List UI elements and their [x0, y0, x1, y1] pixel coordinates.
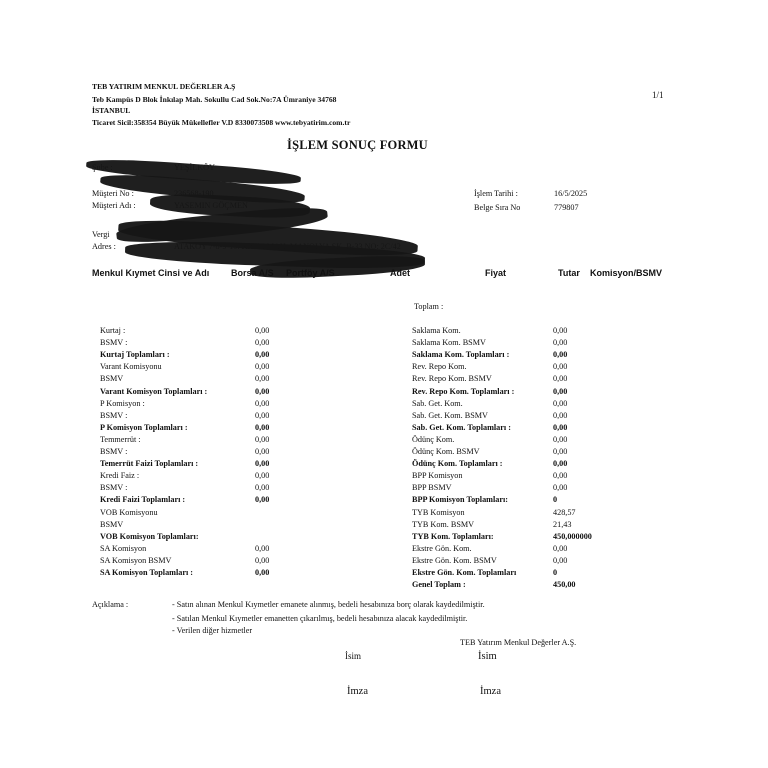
- address-label: Adres :: [92, 242, 116, 251]
- fee-value: 0,00: [255, 350, 270, 360]
- fee-value: 428,57: [553, 507, 576, 517]
- fee-label: P Komisyon :: [100, 398, 145, 408]
- fee-value: 450,00: [553, 580, 576, 590]
- fee-value: 0,00: [553, 410, 568, 420]
- fee-label: VOB Komisyonu: [100, 507, 158, 517]
- fee-value: 0,00: [255, 434, 270, 444]
- toplam-label: Toplam :: [414, 302, 444, 311]
- fee-value: 0,00: [255, 459, 270, 469]
- fee-label: Saklama Kom. BSMV: [412, 338, 486, 348]
- fee-label: Temmerrüt :: [100, 434, 141, 444]
- fee-label: SA Komisyon BSMV: [100, 555, 172, 565]
- fee-label: Ödünç Kom. Toplamları :: [412, 459, 503, 469]
- fee-label: Kredi Faiz :: [100, 471, 140, 481]
- page-number: 1/1: [652, 90, 664, 100]
- fee-label: Sab. Get. Kom. Toplamları :: [412, 422, 511, 432]
- fee-label: Kurtaj Toplamları :: [100, 350, 170, 360]
- fee-value: 0,00: [553, 434, 568, 444]
- fee-value: 0,00: [255, 386, 270, 396]
- note-line: - Satılan Menkul Kıymetler emanetten çıkarılmış, bedeli hesabınıza alacak kaydedilmiştir.: [172, 614, 468, 623]
- fee-value: 0,00: [255, 555, 270, 565]
- fee-value: 0,00: [255, 374, 270, 384]
- signature-name-left: İsim: [345, 651, 362, 661]
- fee-label: Temerrüt Faizi Toplamları :: [100, 459, 199, 469]
- company-name: TEB YATIRIM MENKUL DEĞERLER A.Ş: [92, 82, 236, 91]
- fee-value: 0: [553, 568, 558, 577]
- fee-label: Saklama Kom.: [412, 326, 461, 335]
- customer-no-label: Müşteri No :: [92, 189, 134, 198]
- fee-value: 0,00: [255, 422, 270, 432]
- fee-value: 0,00: [255, 568, 270, 577]
- fee-label: BSMV: [100, 374, 124, 384]
- tax-label: Vergi: [92, 230, 110, 239]
- date-value: 16/5/2025: [554, 189, 588, 198]
- fee-label: Varant Komisyon Toplamları :: [100, 386, 208, 396]
- col-tutar: Tutar: [558, 268, 580, 278]
- fee-label: BPP BSMV: [412, 483, 452, 493]
- fee-label: Kredi Faizi Toplamları :: [100, 495, 186, 505]
- fee-value: 0: [553, 495, 558, 505]
- fee-value: 0,00: [553, 326, 568, 335]
- fee-value: 0,00: [553, 398, 568, 408]
- fee-value: 0,00: [255, 483, 270, 493]
- fee-label: Kurtaj :: [100, 326, 126, 335]
- fee-label: Sab. Get. Kom.: [412, 398, 463, 408]
- signature-name-right: İsim: [478, 651, 497, 662]
- doc-no-label: Belge Sıra No: [474, 203, 521, 212]
- fee-value: 450,000000: [553, 531, 592, 541]
- fee-value: 0,00: [553, 447, 568, 456]
- fee-value: 0,00: [553, 459, 568, 469]
- fee-label: BSMV :: [100, 447, 128, 456]
- fee-value: 0,00: [255, 326, 270, 335]
- fee-label: Saklama Kom. Toplamları :: [412, 350, 510, 360]
- fee-label: SA Komisyon: [100, 543, 147, 553]
- company-address: Teb Kampüs D Blok İnkılap Mah. Sokullu Cad Sok.No:7A Ümraniye 34768: [92, 95, 337, 104]
- fee-value: 0,00: [553, 386, 568, 396]
- fee-label: BPP Komisyon Toplamları:: [412, 495, 508, 505]
- fee-label: BSMV :: [100, 410, 128, 420]
- fee-label: TYB Kom. BSMV: [412, 519, 475, 529]
- fee-value: 0,00: [553, 350, 568, 360]
- signature-company: TEB Yatırım Menkul Değerler A.Ş.: [460, 638, 577, 647]
- fee-value: 0,00: [553, 338, 568, 348]
- fee-label: P Komisyon Toplamları :: [100, 422, 188, 432]
- fee-label: Ödünç Kom. BSMV: [412, 447, 480, 456]
- fee-value: 0,00: [553, 483, 568, 493]
- fee-value: 0,00: [255, 398, 270, 408]
- fee-value: 0,00: [255, 410, 270, 420]
- notes-label: Açıklama :: [92, 600, 129, 609]
- fee-value: 0,00: [553, 471, 568, 481]
- fee-label: TYB Kom. Toplamları:: [412, 531, 494, 541]
- date-label: İşlem Tarihi :: [474, 189, 518, 198]
- company-registry: Ticaret Sicil:358354 Büyük Mükellefler V.D 8330073508 www.tebyatirim.com.tr: [92, 118, 351, 127]
- fee-value: 0,00: [255, 495, 270, 505]
- fee-value: 0,00: [255, 447, 270, 456]
- fee-value: 0,00: [255, 338, 270, 348]
- signature-sign-left: İmza: [347, 686, 368, 697]
- col-fiyat: Fiyat: [485, 268, 507, 278]
- company-city: İSTANBUL: [92, 106, 131, 115]
- customer-name-label: Müşteri Adı :: [92, 201, 136, 210]
- fee-label: Rev. Repo Kom. BSMV: [412, 374, 492, 384]
- col-portfoy: Portföy A/S: [286, 268, 335, 278]
- fee-label: Ekstre Gön. Kom.: [412, 543, 472, 553]
- note-line: - Satın alınan Menkul Kıymetler emanete alınmış, bedeli hesabınıza borç olarak kaydedilmiştir.: [172, 600, 485, 609]
- fee-label: VOB Komisyon Toplamları:: [100, 531, 199, 541]
- fee-value: 0,00: [255, 543, 270, 553]
- fee-label: Rev. Repo Kom. Toplamları :: [412, 386, 515, 396]
- fee-label: Ekstre Gön. Kom. BSMV: [412, 555, 497, 565]
- signature-sign-right: İmza: [480, 686, 501, 697]
- fee-label: SA Komisyon Toplamları :: [100, 568, 194, 577]
- fee-label: Ekstre Gön. Kom. Toplamları: [412, 568, 517, 577]
- col-adet: Adet: [390, 268, 410, 278]
- fee-label: BSMV :: [100, 338, 128, 348]
- col-komisyon: Komisyon/BSMV: [590, 268, 663, 278]
- col-borsa: Borsa A/S: [231, 268, 274, 278]
- fee-value: 0,00: [255, 471, 270, 481]
- fee-value: 0,00: [255, 362, 270, 372]
- note-line: - Verilen diğer hizmetler: [172, 626, 253, 635]
- fee-value: 0,00: [553, 422, 568, 432]
- fee-label: BSMV :: [100, 483, 128, 493]
- fee-value: 0,00: [553, 362, 568, 372]
- col-security: Menkul Kıymet Cinsi ve Adı: [92, 268, 210, 278]
- fee-label: Sab. Get. Kom. BSMV: [412, 410, 488, 420]
- fee-label: Ödünç Kom.: [412, 434, 455, 444]
- fee-value: 0,00: [553, 543, 568, 553]
- fee-label: Rev. Repo Kom.: [412, 362, 467, 372]
- doc-no-value: 779807: [554, 203, 579, 212]
- fee-label: TYB Komisyon: [412, 507, 465, 517]
- fee-value: 0,00: [553, 555, 568, 565]
- form-title: İŞLEM SONUÇ FORMU: [287, 138, 428, 152]
- fee-value: 0,00: [553, 374, 568, 384]
- fee-label: Varant Komisyonu: [100, 362, 162, 372]
- fee-label: Genel Toplam :: [412, 580, 466, 590]
- fee-label: BPP Komisyon: [412, 471, 463, 481]
- fee-label: BSMV: [100, 519, 124, 529]
- fee-value: 21,43: [553, 519, 572, 529]
